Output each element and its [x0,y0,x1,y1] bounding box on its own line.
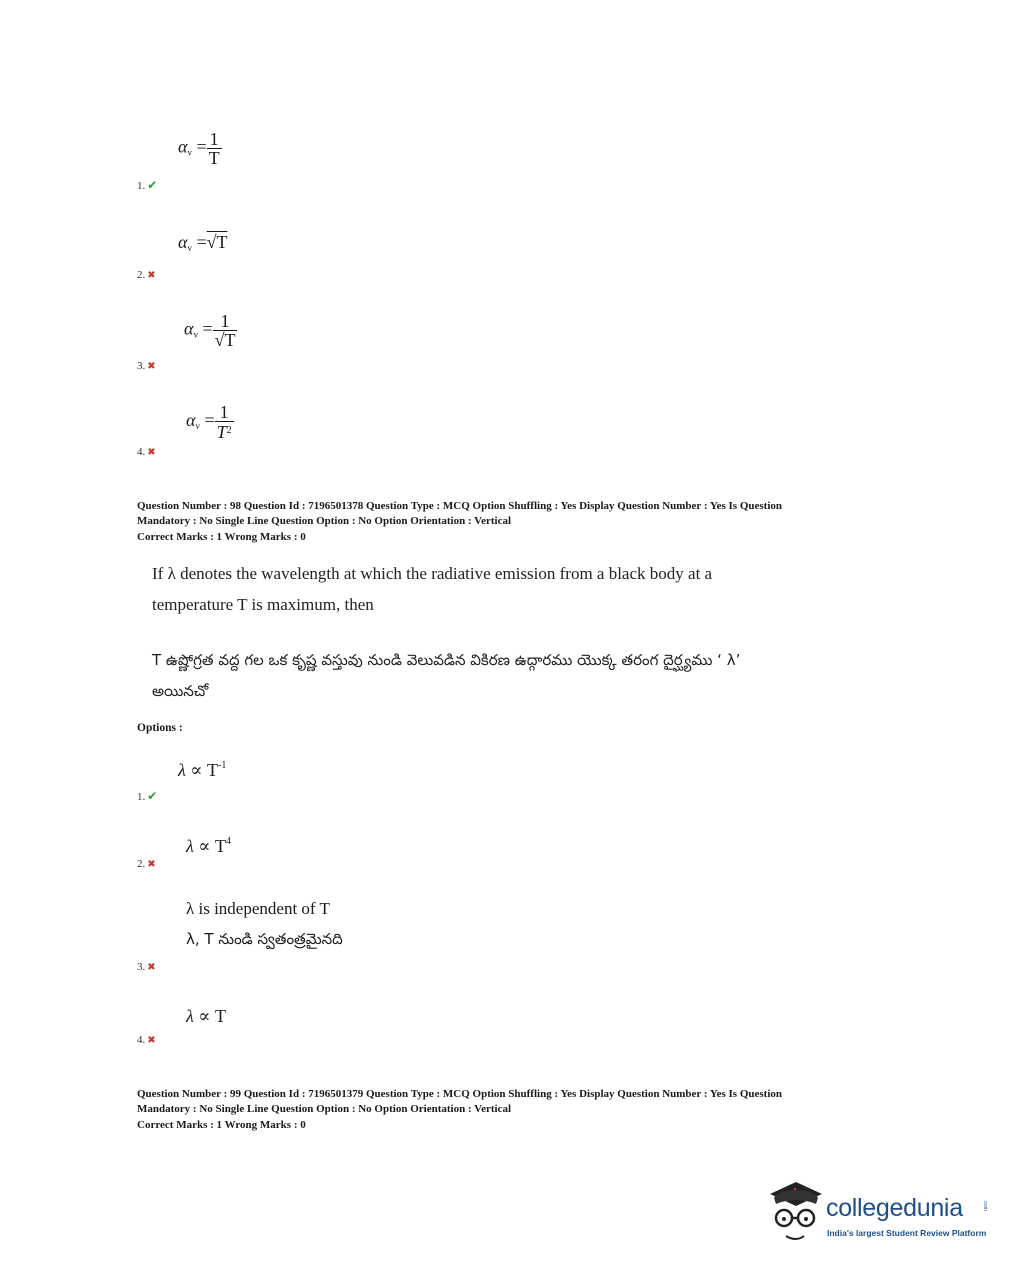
wrong-cross-icon: ✖ [147,962,156,973]
logo-wordmark: collegedunia [826,1194,963,1222]
q98-option-2-formula: $\lambda \propto T^4$ [186,836,231,856]
prev-option-3-formula: $\alpha_v$ = $\frac{1}{√T}$ [184,311,236,350]
prev-option-4-formula: $\alpha_v$ = $\frac{1}{T^2}$ [186,402,232,442]
wrong-cross-icon: ✖ [147,361,156,372]
wrong-cross-icon: ✖ [147,270,156,281]
correct-check-icon: ✔ [147,178,158,192]
prev-option-2-number: 2. ✖ [137,269,156,281]
question-98-metadata: Question Number : 98 Question Id : 7196501378 Question Type : MCQ Option Shuffling : Yes Display Question Number : Yes Is Question Mandatory : No Single Line Question Option : No Option Orientation : Vertical Correct Marks : 1 Wrong Marks : 0 [137,500,782,543]
options-label: Options : [137,722,183,734]
prev-option-1-formula: $\alpha_v$ = $\frac{1}{T}$ [178,129,220,168]
prev-option-4-number: 4. ✖ [137,446,156,458]
logo-com-suffix: .com [982,1200,988,1211]
correct-check-icon: ✔ [147,789,158,803]
q98-option-4-formula: λ ∝ T [186,1006,226,1026]
prev-option-1-number: 1. ✔ [137,178,158,192]
q98-option-3-text-telugu: λ, T నుండి స్వతంత్రమైనది [186,930,343,948]
question-98-text-telugu: T ఉష్ణోగ్రత వద్ద గల ఒక కృష్ణ వస్తువు నుండి వెలువడిన వికిరణ ఉద్గారము యొక్క తరంగ దైర్ఘ్యము ‘ λ’ అయినచో [152,651,741,700]
q98-option-4-number: 4. ✖ [137,1034,156,1046]
q98-option-2-number: 2. ✖ [137,858,156,870]
collegedunia-logo[interactable] [766,1176,996,1246]
wrong-cross-icon: ✖ [147,1035,156,1046]
logo-tagline: India's largest Student Review Platform [827,1228,987,1238]
question-99-metadata: Question Number : 99 Question Id : 7196501379 Question Type : MCQ Option Shuffling : Yes Display Question Number : Yes Is Question Mandatory : No Single Line Question Option : No Option Orientation : Vertical Correct Marks : 1 Wrong Marks : 0 [137,1088,782,1131]
prev-option-2-formula: $\alpha_v =√T$ [178,232,228,253]
student-mascot-icon [766,1176,826,1246]
q98-option-3-number: 3. ✖ [137,961,156,973]
q98-option-3-text-english: λ is independent of T [186,899,330,918]
wrong-cross-icon: ✖ [147,859,156,870]
prev-option-3-number: 3. ✖ [137,360,156,372]
question-98-text-english: If λ denotes the wavelength at which the radiative emission from a black body at a temperature T is maximum, then [152,564,713,614]
q98-option-1-formula: $\lambda \propto T^{-1}$ [178,760,227,780]
q98-option-1-number: 1. ✔ [137,789,158,803]
wrong-cross-icon: ✖ [147,447,156,458]
